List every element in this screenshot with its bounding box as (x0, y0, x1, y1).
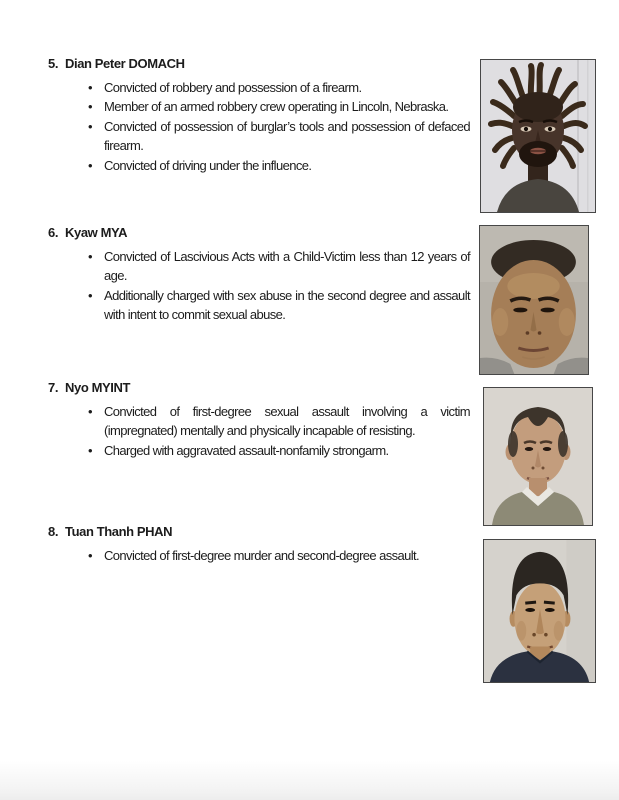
entry-6-bullet-list (88, 247, 470, 325)
bullet-icon: • (88, 547, 93, 563)
entry-5-number: 5. (48, 56, 59, 71)
list-item (88, 402, 470, 441)
entry-6-heading (48, 223, 468, 243)
bullet-text: Convicted of possession of burglar’s tools and possession of defaced firearm. (104, 118, 470, 153)
entry-8-name: Tuan Thanh PHAN (65, 524, 173, 539)
list-item (88, 97, 470, 117)
mugshot-photo-domach (480, 59, 596, 213)
bullet-text: Member of an armed robbery crew operating in Lincoln, Nebraska. (104, 99, 449, 114)
list-item (88, 156, 470, 176)
bullet-icon: • (88, 157, 93, 173)
bullet-text: Convicted of robbery and possession of a firearm. (104, 79, 362, 95)
entry-7-name: Nyo MYINT (65, 380, 131, 395)
entry-5-heading (48, 54, 468, 74)
bullet-icon: • (88, 118, 93, 134)
mugshot-illustration (480, 226, 588, 374)
mugshot-photo-myint (483, 387, 593, 526)
entry-8 (0, 522, 480, 565)
entry-7-heading (48, 378, 468, 398)
bullet-icon: • (88, 248, 93, 264)
entry-6-name: Kyaw MYA (65, 225, 128, 240)
bullet-text: Additionally charged with sex abuse in the second degree and assault with intent to commit sexual abuse. (104, 287, 470, 322)
mugshot-photo-mya (479, 225, 589, 375)
bullet-text: Convicted of driving under the influence. (104, 157, 312, 173)
list-item (88, 247, 470, 286)
entry-5 (0, 54, 480, 175)
bullet-icon: • (88, 287, 93, 303)
entry-7 (0, 378, 480, 460)
entry-8-bullet-list (88, 546, 470, 566)
mugshot-illustration (481, 60, 595, 212)
bullet-text: Convicted of Lascivious Acts with a Child-Victim less than 12 years of age. (104, 248, 470, 283)
entry-6 (0, 223, 480, 325)
bullet-text: Convicted of first-degree murder and second-degree assault. (104, 547, 420, 563)
bullet-text: Convicted of first-degree sexual assault involving a victim (impregnated) mentally and physically incapable of resisting. (104, 403, 470, 438)
bullet-icon: • (88, 99, 93, 114)
mugshot-illustration (484, 388, 592, 525)
list-item (88, 546, 470, 566)
bullet-text: Charged with aggravated assault-nonfamily strongarm. (104, 442, 389, 458)
list-item (88, 78, 470, 98)
list-item (88, 441, 470, 461)
entry-8-heading (48, 522, 468, 542)
bullet-icon: • (88, 79, 93, 95)
entry-6-number: 6. (48, 225, 59, 240)
mugshot-illustration (484, 540, 595, 682)
list-item (88, 117, 470, 156)
entry-7-bullet-list (88, 402, 470, 461)
page-bottom-fade (0, 760, 619, 800)
bullet-icon: • (88, 403, 93, 419)
bullet-icon: • (88, 442, 93, 458)
entry-7-number: 7. (48, 380, 59, 395)
list-item (88, 286, 470, 325)
entry-8-number: 8. (48, 524, 59, 539)
entry-5-name: Dian Peter DOMACH (65, 56, 185, 71)
entry-5-bullet-list (88, 78, 470, 176)
mugshot-photo-phan (483, 539, 596, 683)
